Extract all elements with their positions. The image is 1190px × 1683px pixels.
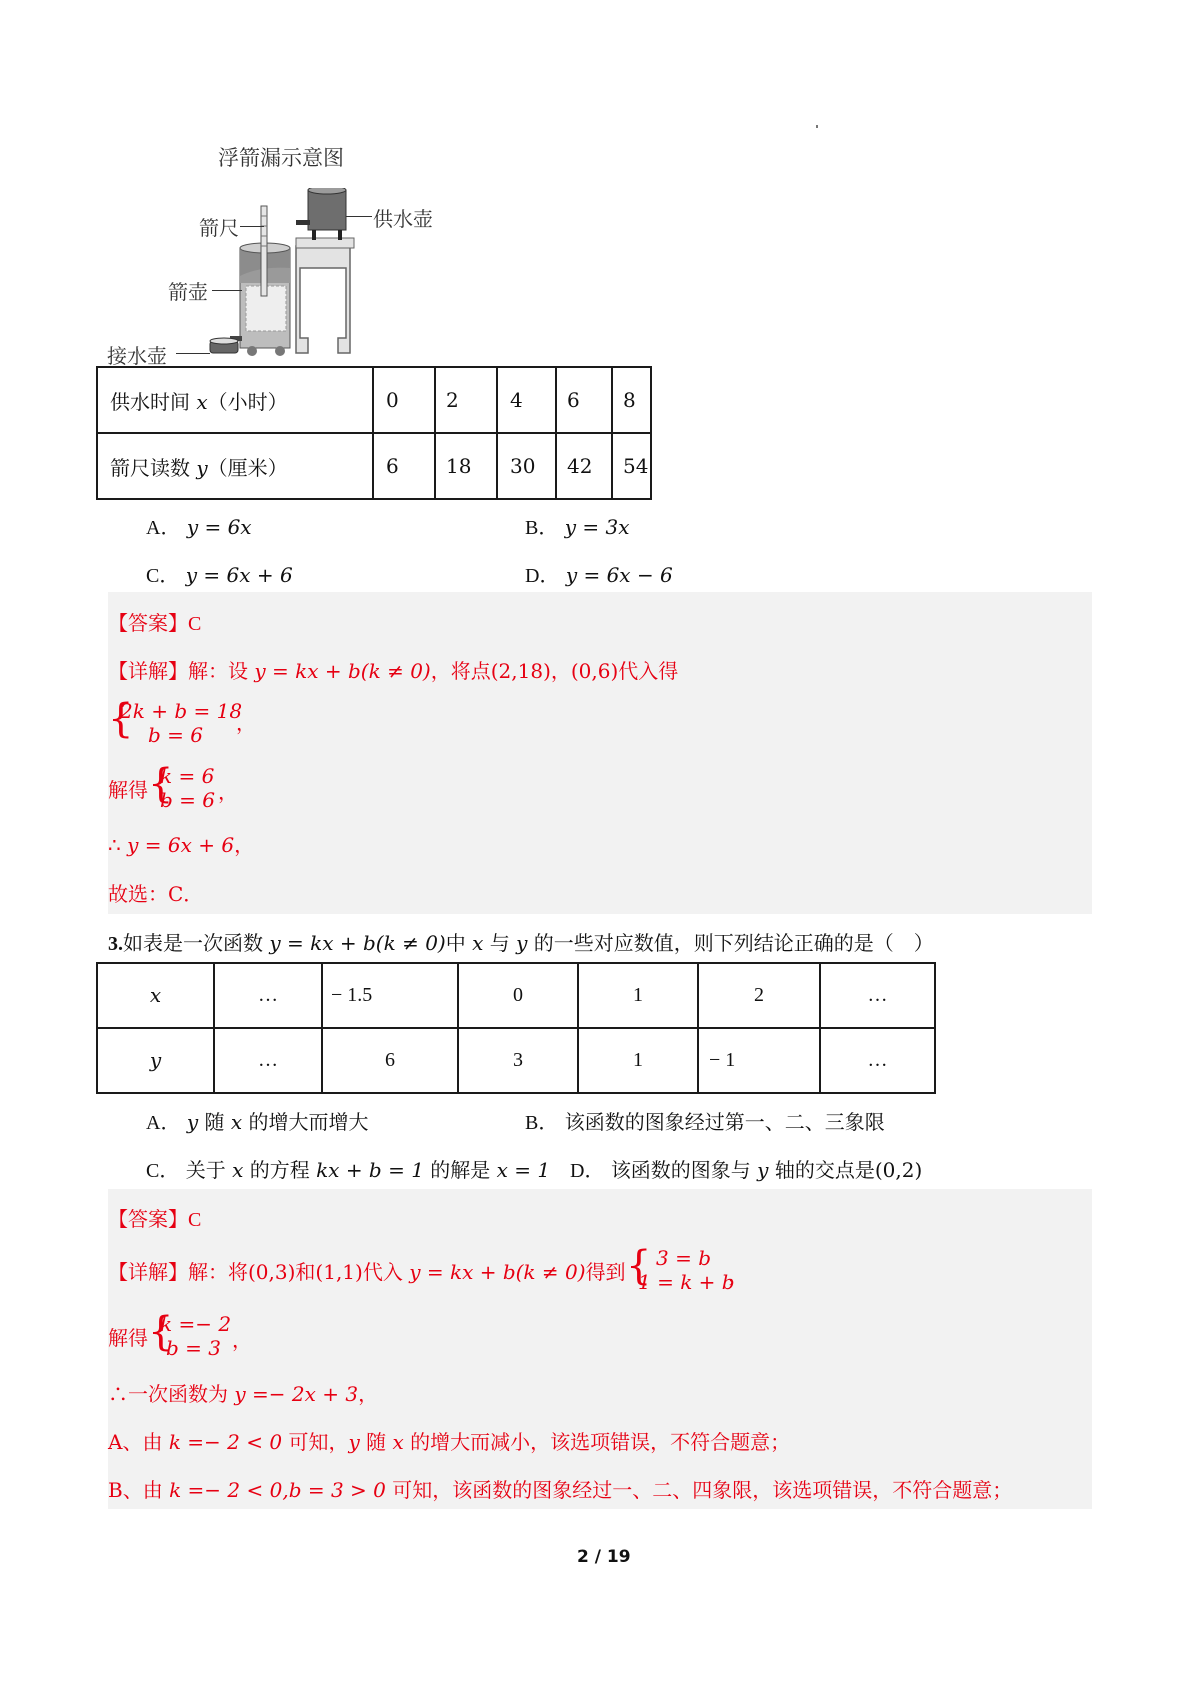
cell: …	[214, 1028, 322, 1093]
q2-therefore-line: ∴ y = 6x + 6，	[108, 833, 255, 857]
cell: 0	[373, 367, 435, 433]
q2-system-2: 解得 { k = 6 b = 6 ，	[108, 761, 238, 812]
row-label: 箭尺读数 y（厘米）	[97, 433, 373, 499]
q3-function-line: ∴一次函数为 y =− 2x + 3，	[108, 1382, 379, 1406]
cell: 2	[698, 963, 820, 1028]
cell: …	[820, 963, 935, 1028]
cell: − 1	[698, 1028, 820, 1093]
q3-option-c: C． 关于 x 的方程 kx + b = 1 的解是 x = 1	[146, 1158, 551, 1182]
brace-icon: {	[148, 761, 174, 807]
row-label: x	[97, 963, 214, 1028]
cell: 2	[435, 367, 497, 433]
q2-option-d: D． y = 6x − 6	[525, 563, 673, 587]
cell: 18	[435, 433, 497, 499]
q3-option-b: B． 该函数的图象经过第一、二、三象限	[525, 1110, 885, 1134]
q3-stem: 3.如表是一次函数 y = kx + b(k ≠ 0)中 x 与 y 的一些对应数值，则下列结论正确的是（ ）	[108, 931, 934, 955]
label-arrow-pot: 箭壶	[168, 282, 208, 304]
q3-option-a: A． y 随 x 的增大而增大	[146, 1110, 369, 1134]
table-row	[97, 433, 651, 499]
q3-data-table	[96, 962, 936, 1094]
cell: 54	[612, 433, 651, 499]
brace-icon: {	[148, 1309, 174, 1355]
leader-line	[176, 353, 210, 354]
q2-data-table	[96, 366, 652, 500]
q2-option-a: A． y = 6x	[146, 515, 252, 539]
table-row	[97, 963, 935, 1028]
brace-icon: {	[626, 1243, 652, 1289]
table-row	[97, 1028, 935, 1093]
leader-line	[240, 226, 264, 227]
cell: …	[214, 963, 322, 1028]
q3-detail-line: 【详解】解：将(0,3)和(1,1)代入 y = kx + b(k ≠ 0)得到 { 3 = b 1 = k + b ，	[108, 1243, 748, 1294]
q2-answer-line: 【答案】C	[108, 611, 202, 635]
label-arrow-ruler: 箭尺	[199, 218, 239, 240]
q2-choose-line: 故选：C．	[108, 882, 204, 906]
q2-detail-line: 【详解】解：设 y = kx + b(k ≠ 0)，将点(2,18)，(0,6)代入得	[108, 659, 679, 683]
cell: 6	[556, 367, 612, 433]
page-number: 2 / 19	[577, 1547, 631, 1567]
brace-icon: {	[108, 696, 134, 742]
table-row	[97, 367, 651, 433]
q2-option-b: B． y = 3x	[525, 515, 630, 539]
cell: 6	[373, 433, 435, 499]
row-label: y	[97, 1028, 214, 1093]
cell: 1	[578, 963, 698, 1028]
q2-option-c: C． y = 6x + 6	[146, 563, 293, 587]
q3-system-2: 解得 { k =− 2 b = 3 ，	[108, 1309, 252, 1360]
leader-line	[212, 290, 242, 291]
cell: 4	[497, 367, 556, 433]
cell: 0	[458, 963, 578, 1028]
cell: 1	[578, 1028, 698, 1093]
row-label: 供水时间 x（小时）	[97, 367, 373, 433]
q3-option-a-analysis: A、由 k =− 2 < 0 可知，y 随 x 的增大而减小，该选项错误，不符合题意；	[108, 1430, 791, 1454]
q3-option-b-analysis: B、由 k =− 2 < 0,b = 3 > 0 可知，该函数的图象经过一、二、四象限，该选项错误，不符合题意；	[108, 1478, 1013, 1502]
cell: 3	[458, 1028, 578, 1093]
leader-line	[346, 216, 372, 217]
cell: − 1.5	[322, 963, 458, 1028]
cell: …	[820, 1028, 935, 1093]
q2-answer-box	[108, 592, 1092, 914]
label-receiving-pot: 接水壶	[107, 346, 167, 368]
q3-answer-line: 【答案】C	[108, 1207, 202, 1231]
cell: 6	[322, 1028, 458, 1093]
cell: 42	[556, 433, 612, 499]
cell: 30	[497, 433, 556, 499]
figure-title: 浮箭漏示意图	[218, 146, 344, 170]
label-supply-pot: 供水壶	[373, 209, 433, 231]
cell: 8	[612, 367, 651, 433]
stray-mark	[816, 125, 818, 128]
q3-option-d: D． 该函数的图象与 y 轴的交点是(0,2)	[570, 1158, 923, 1182]
